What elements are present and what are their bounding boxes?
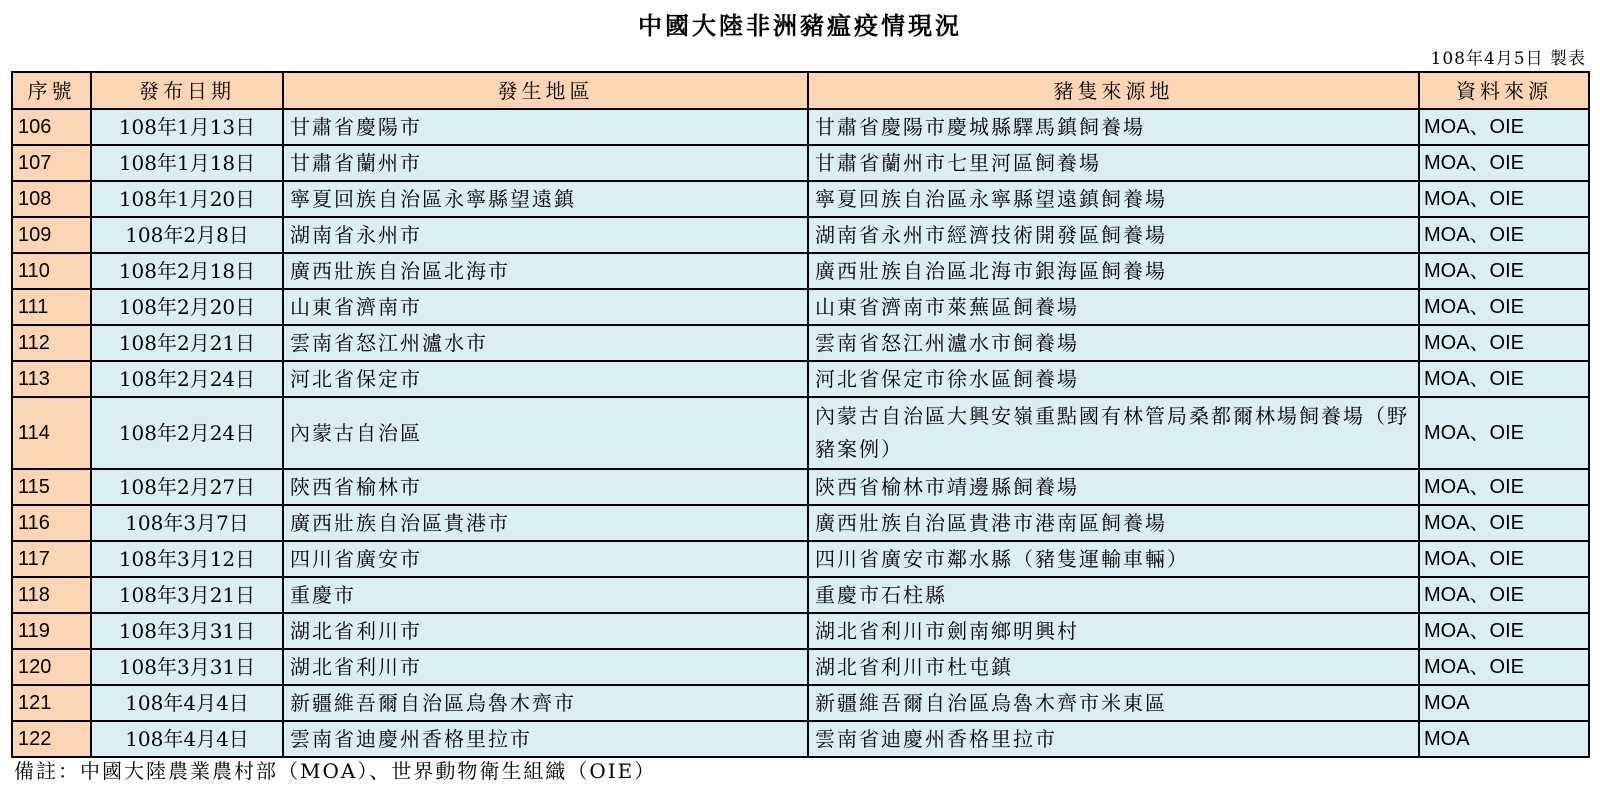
header-pig-source: 豬隻來源地 — [808, 72, 1419, 109]
row-pig-source: 陝西省榆林市靖邊縣飼養場 — [808, 469, 1419, 505]
row-data-source: MOA、OIE — [1419, 325, 1589, 361]
row-data-source: MOA、OIE — [1419, 181, 1589, 217]
row-date: 108年1月13日 — [91, 109, 283, 145]
row-location: 山東省濟南市 — [283, 289, 808, 325]
row-pig-source: 雲南省怒江州瀘水市飼養場 — [808, 325, 1419, 361]
row-location: 湖北省利川市 — [283, 613, 808, 649]
row-pig-source: 四川省廣安市鄰水縣（豬隻運輸車輛） — [808, 541, 1419, 577]
row-number: 119 — [12, 613, 91, 649]
row-date: 108年2月20日 — [91, 289, 283, 325]
row-pig-source: 河北省保定市徐水區飼養場 — [808, 361, 1419, 397]
row-location: 內蒙古自治區 — [283, 397, 808, 469]
row-location: 甘肅省慶陽市 — [283, 109, 808, 145]
row-location: 廣西壯族自治區北海市 — [283, 253, 808, 289]
row-date: 108年3月31日 — [91, 649, 283, 685]
row-date: 108年1月20日 — [91, 181, 283, 217]
row-date: 108年2月18日 — [91, 253, 283, 289]
row-number: 109 — [12, 217, 91, 253]
header-location: 發生地區 — [283, 72, 808, 109]
table-row — [12, 325, 1589, 361]
table-row — [12, 289, 1589, 325]
row-pig-source: 湖北省利川市劍南鄉明興村 — [808, 613, 1419, 649]
row-data-source: MOA、OIE — [1419, 361, 1589, 397]
table-header-row — [12, 72, 1589, 109]
row-data-source: MOA、OIE — [1419, 397, 1589, 469]
row-data-source: MOA、OIE — [1419, 145, 1589, 181]
row-pig-source: 湖北省利川市杜屯鎮 — [808, 649, 1419, 685]
footnote: 備註：中國大陸農業農村部（MOA）、世界動物衛生組織（OIE） — [14, 759, 657, 783]
row-location: 廣西壯族自治區貴港市 — [283, 505, 808, 541]
row-data-source: MOA、OIE — [1419, 253, 1589, 289]
row-number: 106 — [12, 109, 91, 145]
row-pig-source: 雲南省迪慶州香格里拉市 — [808, 721, 1419, 757]
outbreak-table — [11, 71, 1590, 758]
row-number: 117 — [12, 541, 91, 577]
row-number: 110 — [12, 253, 91, 289]
row-data-source: MOA — [1419, 721, 1589, 757]
row-location: 河北省保定市 — [283, 361, 808, 397]
row-data-source: MOA、OIE — [1419, 613, 1589, 649]
row-pig-source: 甘肅省蘭州市七里河區飼養場 — [808, 145, 1419, 181]
row-number: 121 — [12, 685, 91, 721]
table-row — [12, 469, 1589, 505]
table-row — [12, 397, 1589, 469]
row-pig-source: 重慶市石柱縣 — [808, 577, 1419, 613]
table-row — [12, 253, 1589, 289]
row-pig-source: 湖南省永州市經濟技術開發區飼養場 — [808, 217, 1419, 253]
header-date: 發布日期 — [91, 72, 283, 109]
row-data-source: MOA、OIE — [1419, 505, 1589, 541]
row-date: 108年3月12日 — [91, 541, 283, 577]
row-number: 113 — [12, 361, 91, 397]
row-date: 108年2月24日 — [91, 361, 283, 397]
row-number: 112 — [12, 325, 91, 361]
row-location: 新疆維吾爾自治區烏魯木齊市 — [283, 685, 808, 721]
table-row — [12, 181, 1589, 217]
table-row — [12, 649, 1589, 685]
row-date: 108年3月31日 — [91, 613, 283, 649]
table-row — [12, 361, 1589, 397]
row-number: 115 — [12, 469, 91, 505]
row-data-source: MOA、OIE — [1419, 289, 1589, 325]
row-number: 114 — [12, 397, 91, 469]
row-date: 108年3月7日 — [91, 505, 283, 541]
row-pig-source: 新疆維吾爾自治區烏魯木齊市米東區 — [808, 685, 1419, 721]
row-data-source: MOA、OIE — [1419, 217, 1589, 253]
row-date: 108年4月4日 — [91, 721, 283, 757]
row-number: 118 — [12, 577, 91, 613]
row-date: 108年2月21日 — [91, 325, 283, 361]
page-title: 中國大陸非洲豬瘟疫情現況 — [638, 11, 962, 40]
row-date: 108年4月4日 — [91, 685, 283, 721]
row-date: 108年2月24日 — [91, 397, 283, 469]
row-pig-source: 內蒙古自治區大興安嶺重點國有林管局桑都爾林場飼養場（野豬案例） — [808, 397, 1419, 469]
row-number: 108 — [12, 181, 91, 217]
row-data-source: MOA、OIE — [1419, 109, 1589, 145]
row-date: 108年2月8日 — [91, 217, 283, 253]
row-location: 雲南省迪慶州香格里拉市 — [283, 721, 808, 757]
row-location: 雲南省怒江州瀘水市 — [283, 325, 808, 361]
row-data-source: MOA、OIE — [1419, 649, 1589, 685]
row-location: 陝西省榆林市 — [283, 469, 808, 505]
table-row — [12, 613, 1589, 649]
table-row — [12, 541, 1589, 577]
row-location: 四川省廣安市 — [283, 541, 808, 577]
row-location: 甘肅省蘭州市 — [283, 145, 808, 181]
row-location: 重慶市 — [283, 577, 808, 613]
row-number: 111 — [12, 289, 91, 325]
row-pig-source: 寧夏回族自治區永寧縣望遠鎮飼養場 — [808, 181, 1419, 217]
row-date: 108年1月18日 — [91, 145, 283, 181]
row-data-source: MOA — [1419, 685, 1589, 721]
made-date: 108年4月5日 製表 — [1430, 49, 1586, 69]
row-location: 湖北省利川市 — [283, 649, 808, 685]
table-row — [12, 685, 1589, 721]
header-number: 序號 — [12, 72, 91, 109]
row-pig-source: 廣西壯族自治區貴港市港南區飼養場 — [808, 505, 1419, 541]
row-data-source: MOA、OIE — [1419, 469, 1589, 505]
row-number: 122 — [12, 721, 91, 757]
row-date: 108年3月21日 — [91, 577, 283, 613]
row-number: 107 — [12, 145, 91, 181]
row-pig-source: 甘肅省慶陽市慶城縣驛馬鎮飼養場 — [808, 109, 1419, 145]
table-row — [12, 577, 1589, 613]
row-pig-source: 廣西壯族自治區北海市銀海區飼養場 — [808, 253, 1419, 289]
row-number: 120 — [12, 649, 91, 685]
row-location: 寧夏回族自治區永寧縣望遠鎮 — [283, 181, 808, 217]
row-date: 108年2月27日 — [91, 469, 283, 505]
row-pig-source: 山東省濟南市萊蕪區飼養場 — [808, 289, 1419, 325]
row-data-source: MOA、OIE — [1419, 577, 1589, 613]
table-row — [12, 145, 1589, 181]
table-row — [12, 505, 1589, 541]
table-row — [12, 721, 1589, 757]
table-row — [12, 109, 1589, 145]
row-location: 湖南省永州市 — [283, 217, 808, 253]
header-data-source: 資料來源 — [1419, 72, 1589, 109]
row-data-source: MOA、OIE — [1419, 541, 1589, 577]
table-row — [12, 217, 1589, 253]
row-number: 116 — [12, 505, 91, 541]
